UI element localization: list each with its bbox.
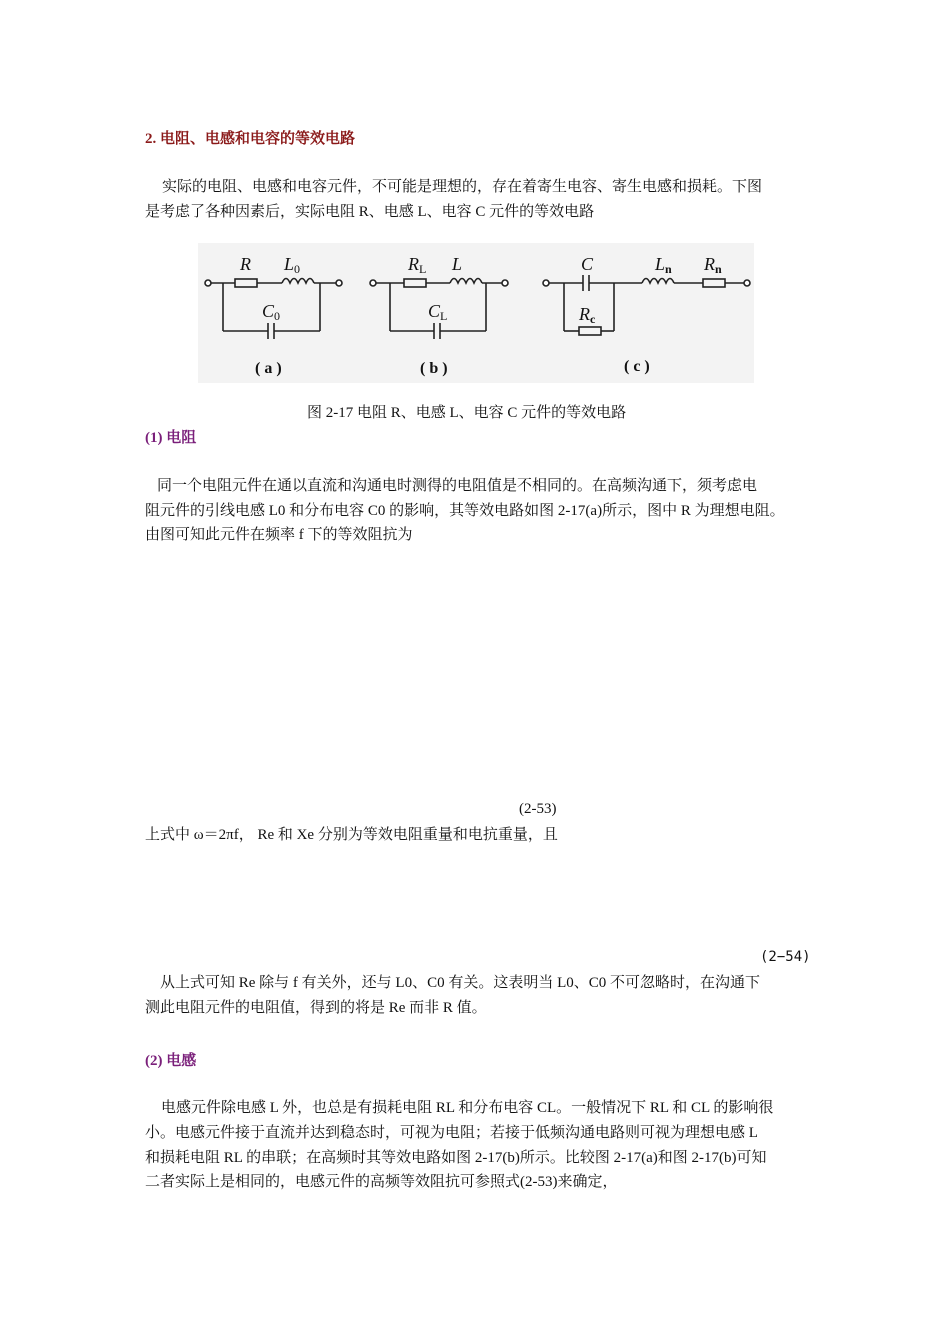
svg-text:C: C xyxy=(581,254,594,274)
figure-caption: 图 2-17 电阻 R、电感 L、电容 C 元件的等效电路 xyxy=(307,405,627,421)
resistor-line-5: 测此电阻元件的电阻值，得到的将是 Re 而非 R 值。 xyxy=(145,1000,487,1016)
inductor-line-3: 和损耗电阻 RL 的串联；在高频时其等效电路如图 2-17(b)所示。比较图 2-17(a)和图 2-17(b)可知 xyxy=(145,1150,767,1166)
subsection-resistor-title: (1) 电阻 xyxy=(145,430,197,446)
svg-text:( c ): ( c ) xyxy=(624,358,650,375)
inductor-line-1: 电感元件除电感 L 外，也总是有损耗电阻 RL 和分布电容 CL。一般情况下 RL 和 CL 的影响很 xyxy=(161,1100,774,1116)
svg-text:C0: C0 xyxy=(262,301,281,323)
circuit-diagram xyxy=(198,243,754,383)
subsection-inductor-title: (2) 电感 xyxy=(145,1053,197,1069)
equation-number-2-54: (2−54) xyxy=(760,949,811,965)
svg-text:( b ): ( b ) xyxy=(420,360,448,377)
svg-text:Rc: Rc xyxy=(579,304,596,326)
svg-text:Ln: Ln xyxy=(655,254,672,276)
svg-text:L: L xyxy=(452,254,463,274)
intro-line-1: 实际的电阻、电感和电容元件，不可能是理想的，存在着寄生电容、寄生电感和损耗。下图 xyxy=(162,179,763,195)
svg-text:R: R xyxy=(240,254,251,274)
resistor-line-2: 阻元件的引线电感 L0 和分布电容 C0 的影响，其等效电路如图 2-17(a)所示，图中 R 为理想电阻。 xyxy=(145,503,785,519)
inductor-line-2: 小。电感元件接于直流并达到稳态时，可视为电阻；若接于低频沟通电路则可视为理想电感 L xyxy=(145,1125,758,1141)
equation-number-2-53: (2-53) xyxy=(519,801,557,817)
section-title: 2. 电阻、电感和电容的等效电路 xyxy=(145,131,356,147)
circuit-figure xyxy=(198,243,754,383)
svg-text:Rn: Rn xyxy=(704,254,722,276)
resistor-line-4: 从上式可知 Re 除与 f 有关外，还与 L0、C0 有关。这表明当 L0、C0 不可忽略时，在沟通下 xyxy=(160,975,760,991)
intro-line-2: 是考虑了各种因素后，实际电阻 R、电感 L、电容 C 元件的等效电路 xyxy=(145,204,595,220)
resistor-line-1: 同一个电阻元件在通以直流和沟通电时测得的电阻值是不相同的。在高频沟通下，须考虑电 xyxy=(157,478,758,494)
svg-text:L0: L0 xyxy=(284,254,301,276)
resistor-after-eq1: 上式中 ω＝2πf， Re 和 Xe 分别为等效电阻重量和电抗重量，且 xyxy=(145,827,558,843)
svg-text:( a ): ( a ) xyxy=(255,360,282,377)
svg-text:CL: CL xyxy=(428,301,448,323)
inductor-line-4: 二者实际上是相同的，电感元件的高频等效阻抗可参照式(2-53)来确定， xyxy=(145,1174,618,1190)
svg-text:RL: RL xyxy=(408,254,427,276)
circuit-c xyxy=(543,275,750,335)
resistor-line-3: 由图可知此元件在频率 f 下的等效阻抗为 xyxy=(145,527,413,543)
